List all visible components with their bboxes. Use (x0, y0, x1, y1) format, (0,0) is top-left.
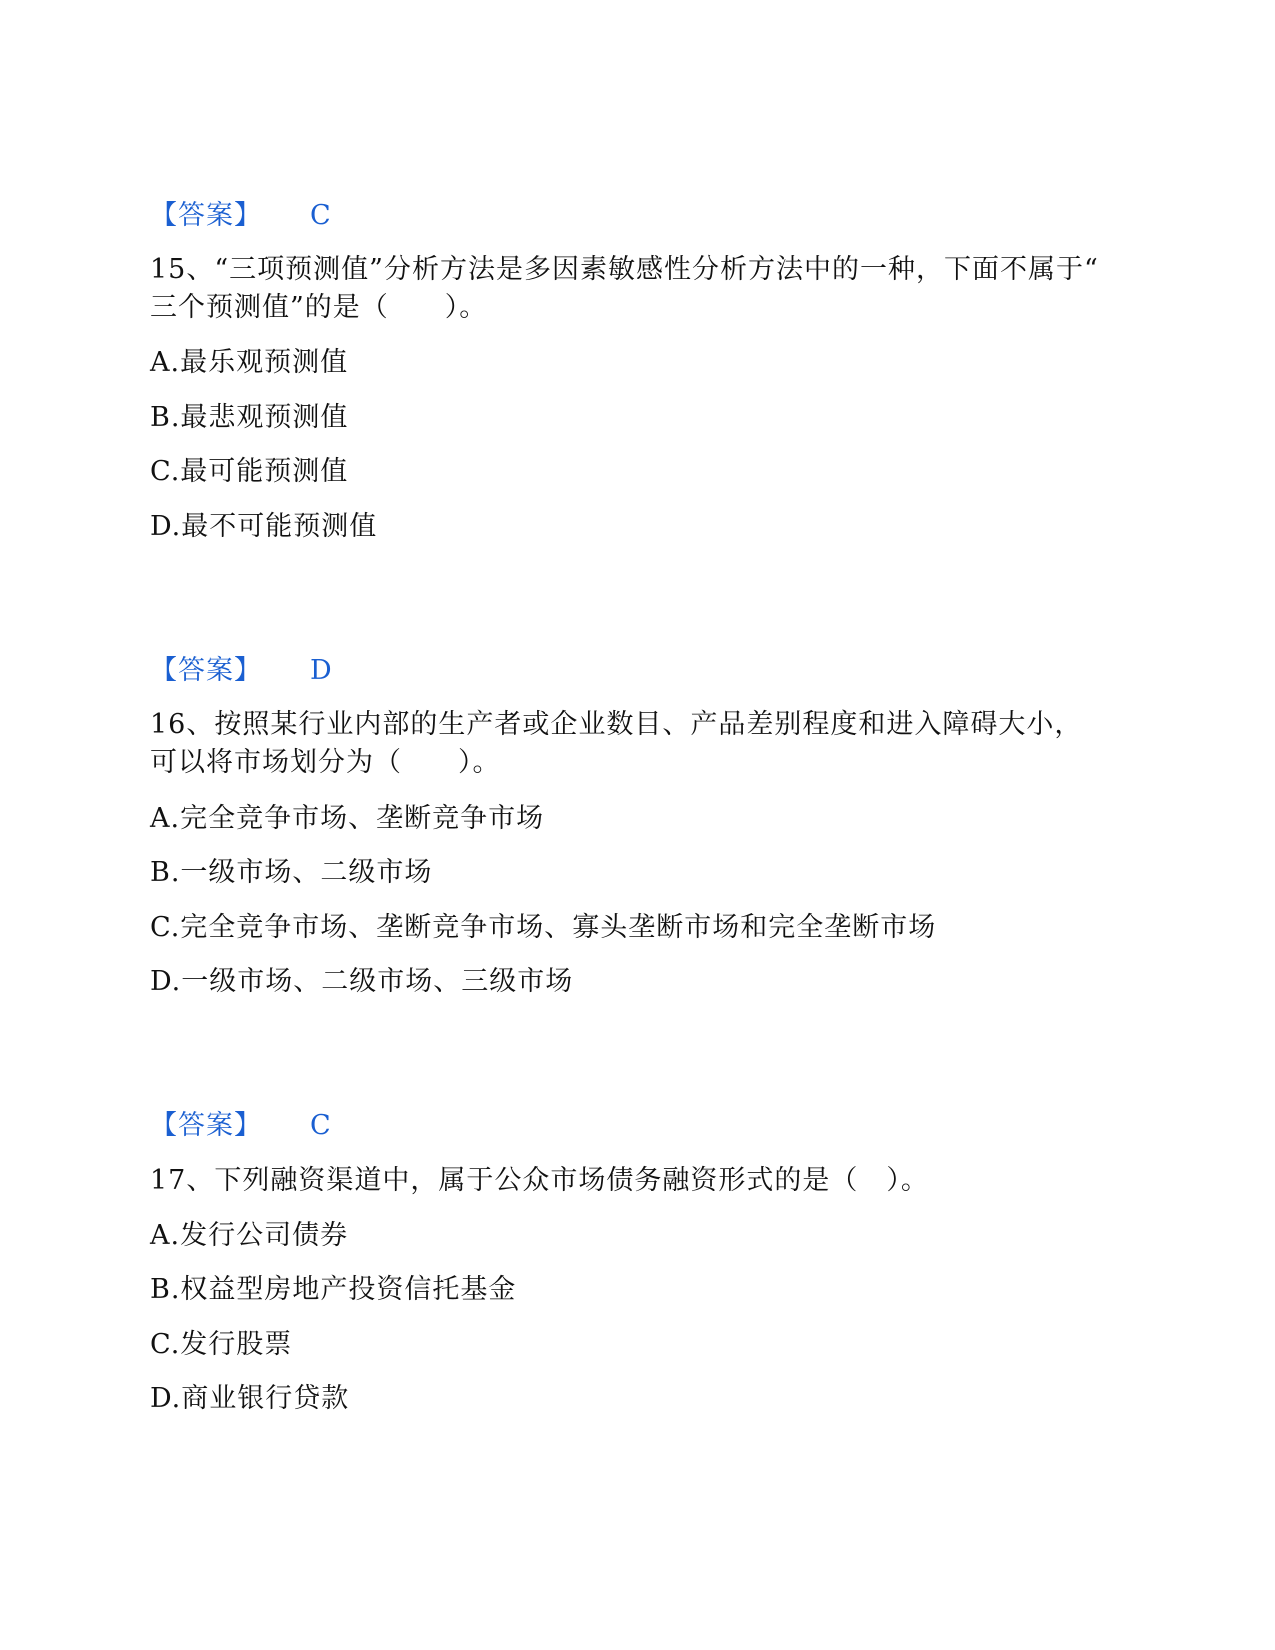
option-d: D.最不可能预测值 (150, 511, 378, 542)
answer-value: C (310, 200, 332, 231)
option-c: C.完全竞争市场、垄断竞争市场、寡头垄断市场和完全垄断市场 (150, 912, 937, 943)
option-c: C.发行股票 (150, 1329, 293, 1360)
option-b: B.一级市场、二级市场 (150, 857, 433, 888)
option-d: D.商业银行贷款 (150, 1383, 350, 1414)
question-text-line: 17、下列融资渠道中，属于公众市场债务融资形式的是（ ）。 (150, 1165, 929, 1196)
answer-value: D (310, 655, 333, 686)
answer-label: 【答案】 (150, 655, 262, 686)
answer-line (150, 196, 332, 236)
option-b: B.最悲观预测值 (150, 402, 349, 433)
option-a: A.完全竞争市场、垄断竞争市场 (150, 803, 545, 834)
answer-label: 【答案】 (150, 200, 262, 231)
answer-line (150, 1106, 332, 1146)
option-a: A.发行公司债券 (150, 1220, 349, 1251)
option-d: D.一级市场、二级市场、三级市场 (150, 966, 574, 997)
question-text-line: 三个预测值”的是（ ）。 (150, 292, 488, 323)
question-text-line: 15、“三项预测值”分析方法是多因素敏感性分析方法中的一种，下面不属于“ (150, 254, 1099, 285)
answer-value: C (310, 1110, 332, 1141)
question-text-line: 可以将市场划分为（ ）。 (150, 747, 501, 778)
option-b: B.权益型房地产投资信托基金 (150, 1274, 517, 1305)
option-a: A.最乐观预测值 (150, 347, 349, 378)
question-text-line: 16、按照某行业内部的生产者或企业数目、产品差别程度和进入障碍大小， (150, 709, 1083, 740)
answer-label: 【答案】 (150, 1110, 262, 1141)
option-c: C.最可能预测值 (150, 456, 349, 487)
answer-line (150, 651, 333, 691)
